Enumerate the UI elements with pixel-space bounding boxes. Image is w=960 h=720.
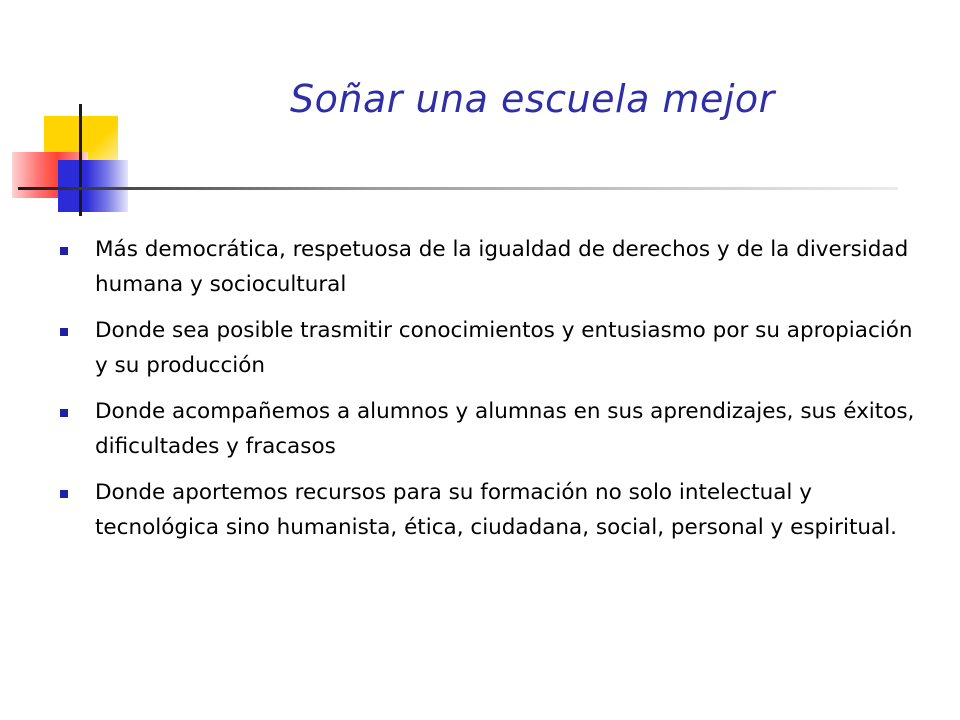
square-bullet-icon (60, 409, 68, 417)
bullet-item (58, 394, 918, 464)
bullet-text: Donde aportemos recursos para su formación no solo intelectual y tecnológica sino humanista, ética, ciudadana, social, personal y espiritual. (95, 480, 898, 540)
bullet-item (58, 232, 918, 302)
square-bullet-icon (60, 247, 68, 255)
vertical-divider-line (79, 104, 82, 216)
title-underline (18, 187, 898, 190)
slide-title: Soñar una escuela mejor (290, 77, 775, 121)
bullet-text: Donde sea posible trasmitir conocimientos y entusiasmo por su apropiación y su producción (95, 318, 913, 378)
bullet-item (58, 313, 918, 383)
bullet-list (58, 232, 918, 556)
bullet-item (58, 475, 918, 545)
square-bullet-icon (60, 490, 68, 498)
blue-square-decoration (58, 160, 128, 212)
square-bullet-icon (60, 328, 68, 336)
bullet-text: Donde acompañemos a alumnos y alumnas en sus aprendizajes, sus éxitos, dificultades y fracasos (95, 399, 915, 459)
bullet-text: Más democrática, respetuosa de la igualdad de derechos y de la diversidad humana y sociocultural (95, 237, 909, 297)
